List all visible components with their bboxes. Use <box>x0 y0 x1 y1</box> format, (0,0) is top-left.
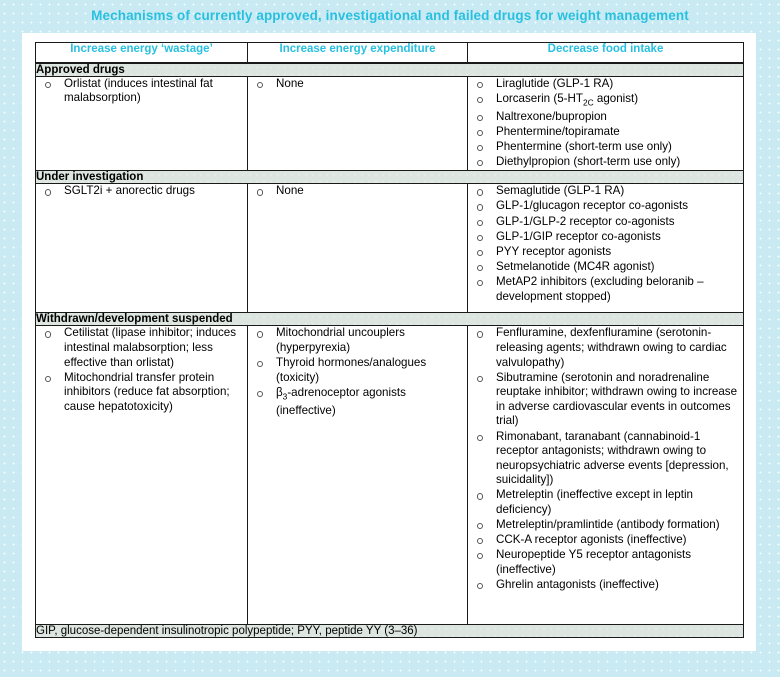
section-band-label: Under investigation <box>36 171 744 184</box>
list-item: Phentermine (short-term use only) <box>468 140 743 155</box>
list-item: GLP-1/GLP-2 receptor co-agonists <box>468 215 743 230</box>
list-item: SGLT2i + anorectic drugs <box>36 184 247 199</box>
section-band-row <box>36 313 744 326</box>
list-item: Lorcaserin ($5-HT_{2C}$ agonist) <box>468 92 743 110</box>
drug-mechanisms-table <box>35 42 744 638</box>
table-cell <box>248 184 468 313</box>
list-item: Metreleptin/pramlintide (antibody formation) <box>468 518 743 533</box>
drug-list <box>468 326 743 592</box>
drug-list <box>36 326 247 414</box>
list-item: Semaglutide (GLP-1 RA) <box>468 184 743 199</box>
list-item: Diethylpropion (short-term use only) <box>468 155 743 170</box>
list-item: Fenfluramine, dexfenfluramine (serotonin-releasing agents; withdrawn owing to cardiac valvulopathy) <box>468 326 743 370</box>
list-item: Thyroid hormones/analogues (toxicity) <box>248 356 467 385</box>
list-item: Ghrelin antagonists (ineffective) <box>468 578 743 593</box>
list-item: Phentermine/topiramate <box>468 125 743 140</box>
list-item: Mitochondrial uncouplers (hyperpyrexia) <box>248 326 467 355</box>
table-footnote: GIP, glucose-dependent insulinotropic polypeptide; PYY, peptide YY (3–36) <box>36 625 744 638</box>
table-row <box>36 326 744 625</box>
section-band-row <box>36 171 744 184</box>
drug-list <box>36 184 247 199</box>
list-item: MetAP2 inhibitors (excluding beloranib – development stopped) <box>468 275 743 304</box>
list-item: Sibutramine (serotonin and noradrenaline reuptake inhibitor; withdrawn owing to increase in adverse cardiovascular events in outcomes trial) <box>468 371 743 429</box>
list-item: Cetilistat (lipase inhibitor; induces intestinal malabsorption; less effective than orlistat) <box>36 326 247 370</box>
table-card <box>22 33 756 651</box>
drug-list <box>248 326 467 418</box>
table-cell <box>468 184 744 313</box>
list-item: Metreleptin (ineffective except in leptin deficiency) <box>468 488 743 517</box>
table-cell <box>36 326 248 625</box>
column-header-increase-energy-expenditure: Increase energy expenditure <box>248 43 468 63</box>
table-cell <box>248 76 468 171</box>
table-cell <box>36 184 248 313</box>
column-header-decrease-food-intake: Decrease food intake <box>468 43 744 63</box>
list-item: Mitochondrial transfer protein inhibitors (reduce fat absorption; cause hepatotoxicity) <box>36 371 247 415</box>
list-item: None <box>248 184 467 199</box>
section-band-label: Withdrawn/development suspended <box>36 313 744 326</box>
list-item: None <box>248 77 467 92</box>
drug-list <box>468 184 743 304</box>
section-band-label: Approved drugs <box>36 63 744 77</box>
list-item: GLP-1/GIP receptor co-agonists <box>468 230 743 245</box>
footnote-row <box>36 625 744 638</box>
table-row <box>36 184 744 313</box>
list-item: $\beta_3$-adrenoceptor agonists (ineffective) <box>248 386 467 419</box>
list-item: Orlistat (induces intestinal fat malabsorption) <box>36 77 247 106</box>
list-item: Neuropeptide Y5 receptor antagonists (ineffective) <box>468 548 743 577</box>
list-item: PYY receptor agonists <box>468 245 743 260</box>
list-item: Liraglutide (GLP-1 RA) <box>468 77 743 92</box>
drug-list <box>468 77 743 170</box>
list-item: Naltrexone/bupropion <box>468 110 743 125</box>
drug-list <box>248 184 467 199</box>
page-title: Mechanisms of currently approved, investigational and failed drugs for weight management <box>91 8 689 23</box>
list-item: Setmelanotide (MC4R agonist) <box>468 260 743 275</box>
drug-list <box>248 77 467 92</box>
list-item: GLP-1/glucagon receptor co-agonists <box>468 199 743 214</box>
list-item: CCK-A receptor agonists (ineffective) <box>468 533 743 548</box>
table-cell <box>248 326 468 625</box>
drug-list <box>36 77 247 106</box>
section-band-row <box>36 63 744 77</box>
table-row <box>36 76 744 171</box>
column-header-increase-energy-wastage: Increase energy ‘wastage’ <box>36 43 248 63</box>
table-cell <box>468 76 744 171</box>
table-body <box>36 63 744 638</box>
list-item: Rimonabant, taranabant (cannabinoid-1 receptor antagonists; withdrawn owing to neuropsychiatric adverse events [depression, suicidality]) <box>468 430 743 488</box>
table-cell <box>36 76 248 171</box>
table-header-row <box>36 43 744 63</box>
table-cell <box>468 326 744 625</box>
